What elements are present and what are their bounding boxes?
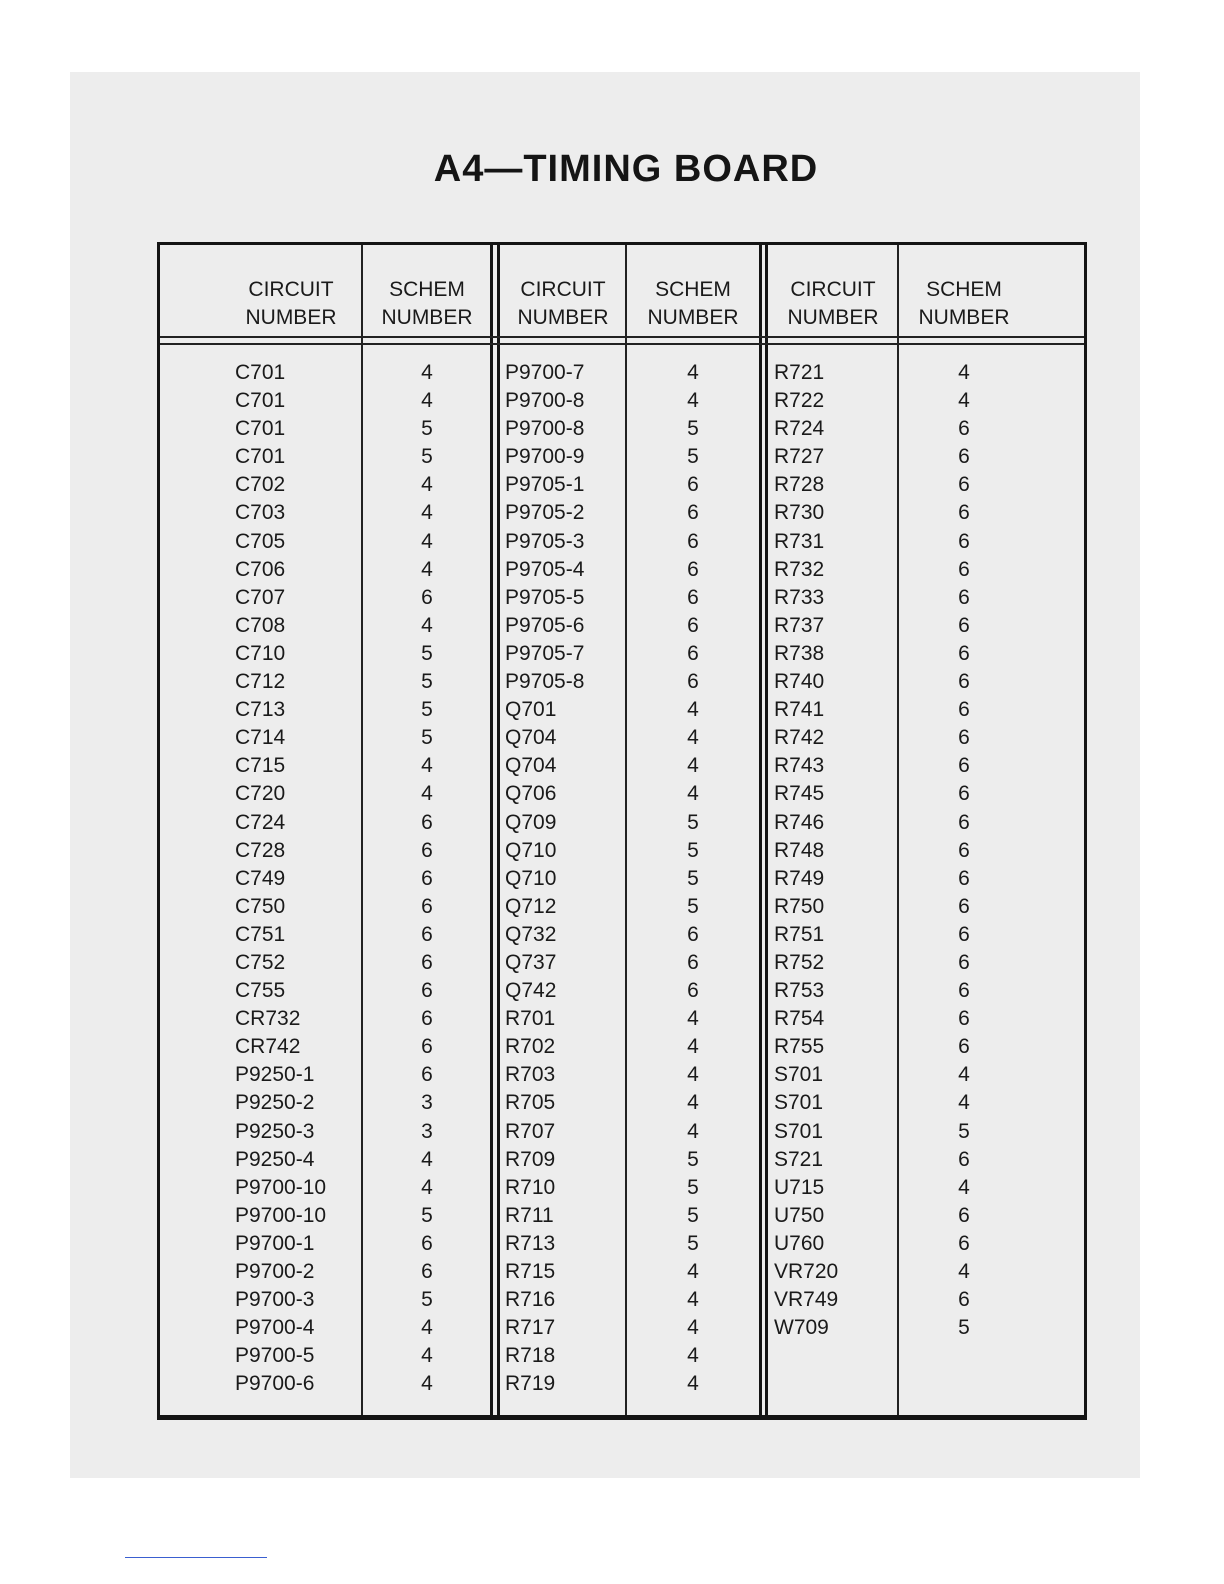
schem-number-cell: 4 bbox=[687, 1119, 699, 1143]
schem-number-cell: 6 bbox=[687, 922, 699, 946]
schem-number-cell: 6 bbox=[421, 922, 433, 946]
schem-number-cell: 4 bbox=[958, 1260, 970, 1283]
circuit-number-cell: C724 bbox=[235, 810, 286, 834]
circuit-number-cell: VR749 bbox=[774, 1288, 839, 1312]
circuit-number-cell: C702 bbox=[235, 473, 286, 497]
schem-number-cell: 6 bbox=[958, 641, 970, 665]
circuit-number-cell: C713 bbox=[235, 698, 286, 722]
header-circuit-number-2: CIRCUIT NUMBER bbox=[517, 278, 609, 329]
circuit-number-cell: Q704 bbox=[505, 754, 557, 778]
circuit-number-cell: Q710 bbox=[505, 866, 557, 890]
circuit-number-cell: P9705-6 bbox=[505, 613, 585, 637]
schem-number-cell: 3 bbox=[421, 1119, 433, 1143]
schem-number-cell: 4 bbox=[958, 389, 970, 413]
circuit-number-cell: P9250-4 bbox=[235, 1147, 315, 1171]
schem-number-cell: 6 bbox=[958, 810, 970, 834]
circuit-number-cell: S721 bbox=[774, 1147, 824, 1171]
schem-number-cell: 6 bbox=[421, 894, 433, 918]
schem-number-cell: 5 bbox=[421, 726, 433, 750]
circuit-number-cell: R703 bbox=[505, 1063, 556, 1087]
schem-number-cell: 6 bbox=[958, 585, 970, 609]
circuit-number-cell: R721 bbox=[774, 361, 825, 384]
schem-number-cell: 4 bbox=[687, 1035, 699, 1059]
circuit-number-cell: R755 bbox=[774, 1035, 825, 1059]
circuit-number-cell: Q710 bbox=[505, 838, 557, 862]
circuit-number-cell: S701 bbox=[774, 1091, 824, 1115]
circuit-number-cell: C728 bbox=[235, 838, 286, 862]
schem-number-cell: 6 bbox=[421, 810, 433, 834]
circuit-number-cell: P9705-2 bbox=[505, 501, 585, 525]
schem-number-cell: 4 bbox=[687, 1007, 699, 1031]
schem-number-cell: 4 bbox=[421, 389, 433, 413]
circuit-number-cell: C714 bbox=[235, 726, 286, 750]
schem-number-cell: 4 bbox=[687, 698, 699, 722]
circuit-number-cell: R717 bbox=[505, 1316, 556, 1340]
circuit-number-cell: P9700-1 bbox=[235, 1231, 315, 1255]
circuit-number-cell: CR732 bbox=[235, 1007, 301, 1031]
circuit-number-cell: C720 bbox=[235, 782, 286, 806]
schem-number-cell: 5 bbox=[687, 1175, 699, 1199]
circuit-column-3 bbox=[774, 359, 896, 1342]
schem-number-cell: 6 bbox=[687, 950, 699, 974]
schem-number-cell: 3 bbox=[421, 1091, 433, 1115]
schem-number-cell: 4 bbox=[687, 361, 699, 384]
schem-number-cell: 6 bbox=[958, 1203, 970, 1227]
circuit-number-cell: R743 bbox=[774, 754, 825, 778]
schem-number-cell: 4 bbox=[958, 1175, 970, 1199]
schem-number-cell: 6 bbox=[958, 1288, 970, 1312]
schem-number-cell: 6 bbox=[958, 922, 970, 946]
schem-number-cell: 5 bbox=[687, 417, 699, 441]
circuit-number-cell: R732 bbox=[774, 557, 825, 581]
schem-number-cell: 6 bbox=[958, 501, 970, 525]
circuit-number-cell: P9700-6 bbox=[235, 1372, 315, 1396]
circuit-number-cell: R713 bbox=[505, 1231, 556, 1255]
circuit-number-cell: P9705-3 bbox=[505, 529, 585, 553]
circuit-number-cell: C710 bbox=[235, 641, 286, 665]
schem-column-3 bbox=[899, 359, 1029, 1342]
schem-number-cell: 5 bbox=[687, 866, 699, 890]
circuit-number-cell: R715 bbox=[505, 1260, 556, 1283]
schem-number-cell: 4 bbox=[421, 1316, 433, 1340]
schem-number-cell: 6 bbox=[421, 979, 433, 1003]
header-schem-number-3: SCHEM NUMBER bbox=[918, 278, 1010, 329]
circuit-number-cell: R738 bbox=[774, 641, 825, 665]
circuit-number-cell: C701 bbox=[235, 389, 286, 413]
schem-number-cell: 6 bbox=[958, 838, 970, 862]
schem-number-cell: 4 bbox=[421, 361, 433, 384]
circuit-number-cell: C701 bbox=[235, 361, 286, 384]
schem-number-cell: 6 bbox=[958, 950, 970, 974]
circuit-number-cell: P9705-8 bbox=[505, 670, 585, 694]
schem-number-cell: 6 bbox=[958, 1147, 970, 1171]
circuit-number-cell: U715 bbox=[774, 1175, 825, 1199]
schem-number-cell: 6 bbox=[958, 726, 970, 750]
schem-number-cell: 6 bbox=[958, 979, 970, 1003]
schem-number-cell: 4 bbox=[421, 782, 433, 806]
schem-number-cell: 6 bbox=[421, 585, 433, 609]
circuit-number-cell: R751 bbox=[774, 922, 825, 946]
circuit-number-cell: R737 bbox=[774, 613, 825, 637]
schem-number-cell: 6 bbox=[421, 866, 433, 890]
header-schem-number-2: SCHEM NUMBER bbox=[647, 278, 739, 329]
schem-number-cell: 6 bbox=[958, 1231, 970, 1255]
circuit-number-cell: P9705-7 bbox=[505, 641, 585, 665]
schem-number-cell: 5 bbox=[421, 698, 433, 722]
schem-number-cell: 6 bbox=[687, 529, 699, 553]
circuit-number-cell: P9700-8 bbox=[505, 417, 585, 441]
schem-number-cell: 6 bbox=[687, 979, 699, 1003]
schem-number-cell: 4 bbox=[687, 754, 699, 778]
circuit-number-cell: P9700-10 bbox=[235, 1203, 327, 1227]
schem-number-cell: 6 bbox=[687, 613, 699, 637]
circuit-number-cell: R707 bbox=[505, 1119, 556, 1143]
circuit-number-cell: U760 bbox=[774, 1231, 825, 1255]
circuit-number-cell: R730 bbox=[774, 501, 825, 525]
circuit-number-cell: C752 bbox=[235, 950, 286, 974]
circuit-number-cell: P9705-5 bbox=[505, 585, 585, 609]
circuit-number-cell: R719 bbox=[505, 1372, 556, 1396]
circuit-number-cell: R709 bbox=[505, 1147, 556, 1171]
schem-number-cell: 6 bbox=[958, 445, 970, 469]
circuit-number-cell: R733 bbox=[774, 585, 825, 609]
schem-number-cell: 6 bbox=[958, 613, 970, 637]
circuit-number-cell: Q712 bbox=[505, 894, 557, 918]
schem-number-cell: 6 bbox=[687, 641, 699, 665]
circuit-number-cell: C701 bbox=[235, 445, 286, 469]
parts-table bbox=[157, 242, 1087, 1420]
circuit-number-cell: R752 bbox=[774, 950, 825, 974]
schem-number-cell: 5 bbox=[958, 1316, 970, 1340]
group-divider bbox=[759, 245, 762, 1415]
schem-number-cell: 6 bbox=[421, 1231, 433, 1255]
circuit-number-cell: P9700-9 bbox=[505, 445, 585, 469]
schem-number-cell: 4 bbox=[687, 389, 699, 413]
schem-number-cell: 6 bbox=[958, 1035, 970, 1059]
schem-number-cell: 4 bbox=[687, 1091, 699, 1115]
schem-number-cell: 5 bbox=[687, 1203, 699, 1227]
schem-number-cell: 5 bbox=[421, 445, 433, 469]
schem-number-cell: 6 bbox=[421, 1007, 433, 1031]
schem-number-cell: 5 bbox=[421, 1288, 433, 1312]
schem-number-cell: 4 bbox=[421, 754, 433, 778]
schem-number-cell: 5 bbox=[958, 1119, 970, 1143]
circuit-number-cell: R748 bbox=[774, 838, 825, 862]
circuit-number-cell: C755 bbox=[235, 979, 286, 1003]
schem-number-cell: 4 bbox=[421, 501, 433, 525]
schem-number-cell: 5 bbox=[687, 1147, 699, 1171]
page-footer-rule bbox=[125, 1557, 267, 1558]
circuit-number-cell: C705 bbox=[235, 529, 286, 553]
schem-number-cell: 5 bbox=[687, 838, 699, 862]
circuit-number-cell: R705 bbox=[505, 1091, 556, 1115]
circuit-number-cell: P9700-10 bbox=[235, 1175, 327, 1199]
schem-number-cell: 4 bbox=[421, 1147, 433, 1171]
circuit-number-cell: S701 bbox=[774, 1119, 824, 1143]
circuit-column-2 bbox=[505, 359, 625, 1398]
schem-number-cell: 5 bbox=[421, 670, 433, 694]
circuit-number-cell: C701 bbox=[235, 417, 286, 441]
schem-number-cell: 4 bbox=[687, 1316, 699, 1340]
schem-number-cell: 5 bbox=[421, 641, 433, 665]
schem-number-cell: 6 bbox=[958, 866, 970, 890]
schem-number-cell: 4 bbox=[687, 1288, 699, 1312]
schem-number-cell: 4 bbox=[687, 1260, 699, 1283]
circuit-number-cell: Q737 bbox=[505, 950, 557, 974]
schem-number-cell: 4 bbox=[687, 1372, 699, 1396]
circuit-number-cell: C707 bbox=[235, 585, 286, 609]
circuit-number-cell: P9250-2 bbox=[235, 1091, 315, 1115]
circuit-number-cell: R710 bbox=[505, 1175, 556, 1199]
schem-number-cell: 6 bbox=[958, 782, 970, 806]
circuit-number-cell: P9250-1 bbox=[235, 1063, 315, 1087]
schem-number-cell: 4 bbox=[687, 726, 699, 750]
circuit-number-cell: C706 bbox=[235, 557, 286, 581]
schem-number-cell: 6 bbox=[958, 698, 970, 722]
circuit-number-cell: P9700-4 bbox=[235, 1316, 315, 1340]
schem-number-cell: 4 bbox=[421, 1175, 433, 1199]
schem-number-cell: 6 bbox=[687, 473, 699, 497]
circuit-column-1 bbox=[235, 359, 360, 1398]
schem-number-cell: 6 bbox=[687, 501, 699, 525]
circuit-number-cell: R701 bbox=[505, 1007, 556, 1031]
schem-number-cell: 4 bbox=[687, 782, 699, 806]
schem-number-cell: 6 bbox=[421, 838, 433, 862]
circuit-number-cell: C751 bbox=[235, 922, 286, 946]
circuit-number-cell: R749 bbox=[774, 866, 825, 890]
circuit-number-cell: R727 bbox=[774, 445, 825, 469]
schem-number-cell: 5 bbox=[421, 1203, 433, 1227]
schem-number-cell: 5 bbox=[421, 417, 433, 441]
header-rule bbox=[160, 343, 1084, 345]
circuit-number-cell: P9700-5 bbox=[235, 1344, 315, 1368]
group-divider bbox=[765, 245, 768, 1415]
schem-number-cell: 4 bbox=[687, 1344, 699, 1368]
circuit-number-cell: P9250-3 bbox=[235, 1119, 315, 1143]
schem-number-cell: 4 bbox=[958, 1063, 970, 1087]
schem-number-cell: 6 bbox=[421, 1260, 433, 1283]
circuit-number-cell: C708 bbox=[235, 613, 286, 637]
schem-number-cell: 6 bbox=[687, 670, 699, 694]
header-circuit-number-3: CIRCUIT NUMBER bbox=[787, 278, 879, 329]
circuit-number-cell: R742 bbox=[774, 726, 825, 750]
schem-number-cell: 4 bbox=[958, 361, 970, 384]
circuit-number-cell: P9700-8 bbox=[505, 389, 585, 413]
schem-number-cell: 5 bbox=[687, 445, 699, 469]
schem-number-cell: 4 bbox=[421, 473, 433, 497]
schem-number-cell: 4 bbox=[421, 529, 433, 553]
schem-number-cell: 6 bbox=[958, 1007, 970, 1031]
schem-number-cell: 6 bbox=[958, 754, 970, 778]
schem-number-cell: 5 bbox=[687, 894, 699, 918]
schem-number-cell: 6 bbox=[687, 585, 699, 609]
circuit-number-cell: R718 bbox=[505, 1344, 556, 1368]
circuit-number-cell: R722 bbox=[774, 389, 825, 413]
schem-number-cell: 6 bbox=[687, 557, 699, 581]
circuit-number-cell: Q732 bbox=[505, 922, 557, 946]
schem-number-cell: 4 bbox=[958, 1091, 970, 1115]
schem-number-cell: 4 bbox=[421, 1372, 433, 1396]
schem-column-1 bbox=[363, 359, 491, 1398]
circuit-number-cell: C750 bbox=[235, 894, 286, 918]
circuit-number-cell: R716 bbox=[505, 1288, 556, 1312]
circuit-number-cell: S701 bbox=[774, 1063, 824, 1087]
circuit-number-cell: P9700-2 bbox=[235, 1260, 315, 1283]
schem-number-cell: 6 bbox=[958, 557, 970, 581]
circuit-number-cell: R711 bbox=[505, 1203, 554, 1227]
circuit-number-cell: R702 bbox=[505, 1035, 556, 1059]
circuit-number-cell: R724 bbox=[774, 417, 825, 441]
circuit-number-cell: R741 bbox=[774, 698, 825, 722]
schem-number-cell: 6 bbox=[421, 950, 433, 974]
schem-number-cell: 6 bbox=[958, 529, 970, 553]
schem-number-cell: 6 bbox=[958, 670, 970, 694]
header-rule bbox=[160, 336, 1084, 338]
schem-number-cell: 5 bbox=[687, 1231, 699, 1255]
schem-number-cell: 4 bbox=[687, 1063, 699, 1087]
schem-number-cell: 5 bbox=[687, 810, 699, 834]
schem-number-cell: 4 bbox=[421, 1344, 433, 1368]
circuit-number-cell: U750 bbox=[774, 1203, 825, 1227]
circuit-number-cell: R750 bbox=[774, 894, 825, 918]
circuit-number-cell: Q742 bbox=[505, 979, 557, 1003]
circuit-number-cell: C712 bbox=[235, 670, 286, 694]
circuit-number-cell: R745 bbox=[774, 782, 825, 806]
circuit-number-cell: Q704 bbox=[505, 726, 557, 750]
circuit-number-cell: Q709 bbox=[505, 810, 557, 834]
circuit-number-cell: C703 bbox=[235, 501, 286, 525]
header-circuit-number-1: CIRCUIT NUMBER bbox=[245, 278, 337, 329]
circuit-number-cell: C749 bbox=[235, 866, 286, 890]
group-divider bbox=[497, 245, 500, 1415]
schem-number-cell: 6 bbox=[958, 417, 970, 441]
circuit-number-cell: R728 bbox=[774, 473, 825, 497]
schem-number-cell: 6 bbox=[421, 1035, 433, 1059]
circuit-number-cell: R731 bbox=[774, 529, 825, 553]
circuit-number-cell: CR742 bbox=[235, 1035, 301, 1059]
page-title: A4—TIMING BOARD bbox=[433, 148, 819, 190]
schem-number-cell: 6 bbox=[958, 894, 970, 918]
circuit-number-cell: VR720 bbox=[774, 1260, 839, 1283]
circuit-number-cell: C715 bbox=[235, 754, 286, 778]
circuit-number-cell: R754 bbox=[774, 1007, 825, 1031]
schem-number-cell: 6 bbox=[421, 1063, 433, 1087]
circuit-number-cell: P9700-3 bbox=[235, 1288, 315, 1312]
schem-column-2 bbox=[627, 359, 759, 1398]
schem-number-cell: 4 bbox=[421, 613, 433, 637]
circuit-number-cell: R753 bbox=[774, 979, 825, 1003]
circuit-number-cell: W709 bbox=[774, 1316, 829, 1340]
header-schem-number-1: SCHEM NUMBER bbox=[381, 278, 473, 329]
schem-number-cell: 6 bbox=[958, 473, 970, 497]
circuit-number-cell: Q706 bbox=[505, 782, 557, 806]
schem-number-cell: 4 bbox=[421, 557, 433, 581]
circuit-number-cell: P9705-4 bbox=[505, 557, 585, 581]
circuit-number-cell: P9700-7 bbox=[505, 361, 585, 384]
circuit-number-cell: R746 bbox=[774, 810, 825, 834]
circuit-number-cell: R740 bbox=[774, 670, 825, 694]
circuit-number-cell: P9705-1 bbox=[505, 473, 585, 497]
circuit-number-cell: Q701 bbox=[505, 698, 557, 722]
